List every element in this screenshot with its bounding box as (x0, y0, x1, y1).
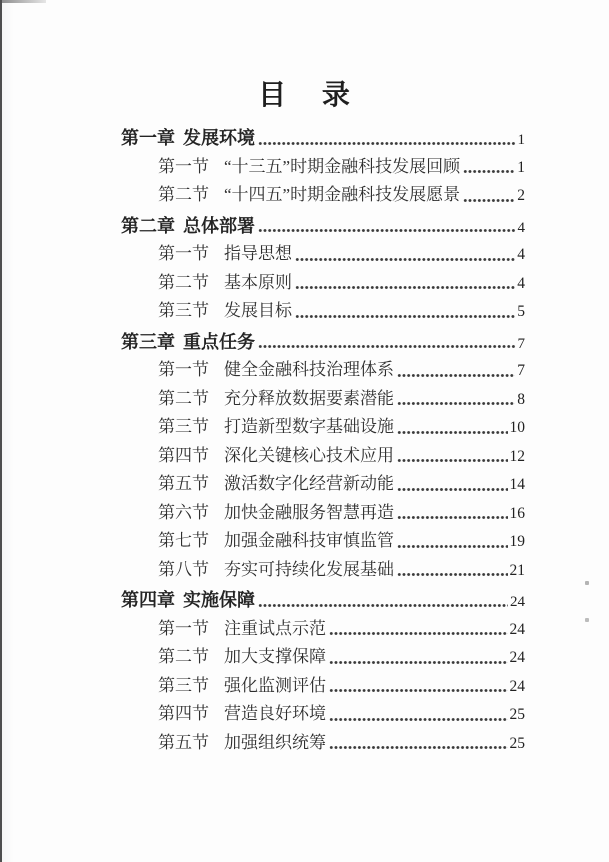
section-number: 第五节 (158, 474, 209, 493)
toc-section-row (121, 729, 525, 758)
toc-section-row (121, 499, 525, 528)
section-number: 第七节 (158, 531, 209, 550)
page-number: 21 (509, 561, 525, 579)
section-title: 注重试点示范 (224, 618, 326, 638)
section-number: 第一节 (158, 244, 209, 263)
section-title: 加强金融科技审慎监管 (224, 531, 394, 550)
dot-leader (295, 255, 515, 264)
page-number: 8 (517, 390, 525, 408)
page-number: 7 (517, 335, 525, 352)
scan-speck (585, 581, 589, 585)
dot-leader (258, 342, 516, 351)
toc-section-row (121, 615, 525, 644)
section-title: 充分释放数据要素潜能 (224, 388, 394, 408)
chapter-title: 重点任务 (183, 331, 255, 352)
dot-leader (397, 399, 515, 408)
page-number: 10 (509, 419, 525, 436)
page-number: 1 (517, 158, 525, 176)
page-number: 1 (517, 132, 525, 148)
page-number: 24 (509, 620, 525, 638)
toc-section-row (121, 297, 525, 326)
chapter-number: 第三章 (121, 331, 175, 352)
section-title: 指导思想 (224, 244, 292, 263)
toc-section-row (121, 413, 525, 442)
page-number: 7 (517, 362, 525, 379)
dot-leader (463, 196, 515, 205)
section-title: 基本原则 (224, 272, 292, 292)
section-title: 打造新型数字基础设施 (224, 417, 394, 436)
dot-leader (463, 167, 515, 176)
page-number: 5 (517, 303, 525, 320)
dot-leader (258, 139, 516, 148)
section-title: 加大支撑保障 (224, 647, 326, 666)
toc-section-row (121, 385, 525, 414)
dot-leader (397, 485, 508, 494)
chapter-title: 总体部署 (183, 215, 255, 236)
dot-leader (397, 428, 508, 437)
section-number: 第六节 (158, 502, 209, 522)
section-number: 第一节 (158, 618, 209, 638)
section-number: 第二节 (158, 647, 209, 666)
toc-section-row (121, 527, 525, 556)
dot-leader (397, 570, 508, 579)
dot-leader (329, 629, 508, 638)
chapter-title: 发展环境 (183, 128, 255, 148)
page-number: 12 (509, 447, 525, 465)
page-number: 4 (517, 274, 525, 292)
toc-section-row (121, 470, 525, 499)
dot-leader (295, 283, 515, 292)
section-title: “十三五”时期金融科技发展回顾 (224, 156, 461, 176)
dot-leader (329, 743, 508, 752)
toc-chapter-row (121, 328, 525, 357)
dot-leader (397, 542, 508, 551)
section-number: 第三节 (158, 417, 209, 436)
dot-leader (258, 601, 508, 610)
page-number: 14 (509, 476, 525, 493)
dot-leader (329, 686, 508, 695)
section-title: 夯实可持续化发展基础 (224, 559, 394, 579)
toc-section-row (121, 240, 525, 269)
section-number: 第二节 (158, 388, 209, 408)
dot-leader (397, 456, 508, 465)
page-number: 19 (509, 533, 525, 550)
section-title: 加快金融服务智慧再造 (224, 502, 394, 522)
dot-leader (329, 658, 508, 667)
dot-leader (295, 312, 515, 321)
section-number: 第三节 (158, 675, 209, 695)
toc-section-row (121, 269, 525, 298)
chapter-number: 第四章 (121, 590, 175, 610)
section-number: 第四节 (158, 704, 209, 723)
toc-section-row (121, 442, 525, 471)
section-title: “十四五”时期金融科技发展愿景 (224, 185, 461, 204)
section-title: 发展目标 (224, 301, 292, 320)
dot-leader (329, 715, 508, 724)
chapter-number: 第二章 (121, 215, 175, 236)
scan-edge-line (0, 0, 2, 862)
section-number: 第一节 (158, 360, 209, 379)
page-number: 24 (510, 594, 525, 610)
table-of-contents (121, 122, 525, 757)
section-number: 第二节 (158, 185, 209, 204)
section-title: 营造良好环境 (224, 704, 326, 723)
toc-section-row (121, 356, 525, 385)
toc-chapter-row (121, 124, 525, 153)
section-title: 强化监测评估 (224, 675, 326, 695)
toc-section-row (121, 153, 525, 182)
section-number: 第八节 (158, 559, 209, 579)
section-number: 第四节 (158, 445, 209, 465)
page-number: 16 (509, 504, 525, 522)
scan-speck (585, 618, 589, 622)
toc-section-row (121, 181, 525, 210)
toc-section-row (121, 643, 525, 672)
toc-section-row (121, 700, 525, 729)
chapter-number: 第一章 (121, 128, 175, 148)
section-number: 第二节 (158, 272, 209, 292)
section-number: 第五节 (158, 732, 209, 752)
dot-leader (258, 226, 516, 235)
toc-section-row (121, 672, 525, 701)
toc-chapter-row (121, 212, 525, 241)
toc-chapter-row (121, 586, 525, 615)
page-number: 4 (517, 246, 525, 263)
section-number: 第一节 (158, 156, 209, 176)
section-number: 第三节 (158, 301, 209, 320)
dot-leader (397, 371, 515, 380)
section-title: 加强组织统筹 (224, 732, 326, 752)
section-title: 健全金融科技治理体系 (224, 360, 394, 379)
toc-section-row (121, 556, 525, 585)
page-number: 4 (517, 219, 525, 236)
page-number: 24 (509, 649, 525, 666)
page-title: 目 录 (258, 79, 351, 110)
section-title: 深化关键核心技术应用 (224, 445, 394, 465)
page-number: 25 (509, 734, 525, 752)
scan-corner-artifact (2, 0, 46, 3)
section-title: 激活数字化经营新动能 (224, 474, 394, 493)
dot-leader (397, 513, 508, 522)
page-number: 2 (517, 187, 525, 204)
chapter-title: 实施保障 (183, 590, 255, 610)
page-number: 24 (509, 677, 525, 695)
page-number: 25 (509, 706, 525, 723)
